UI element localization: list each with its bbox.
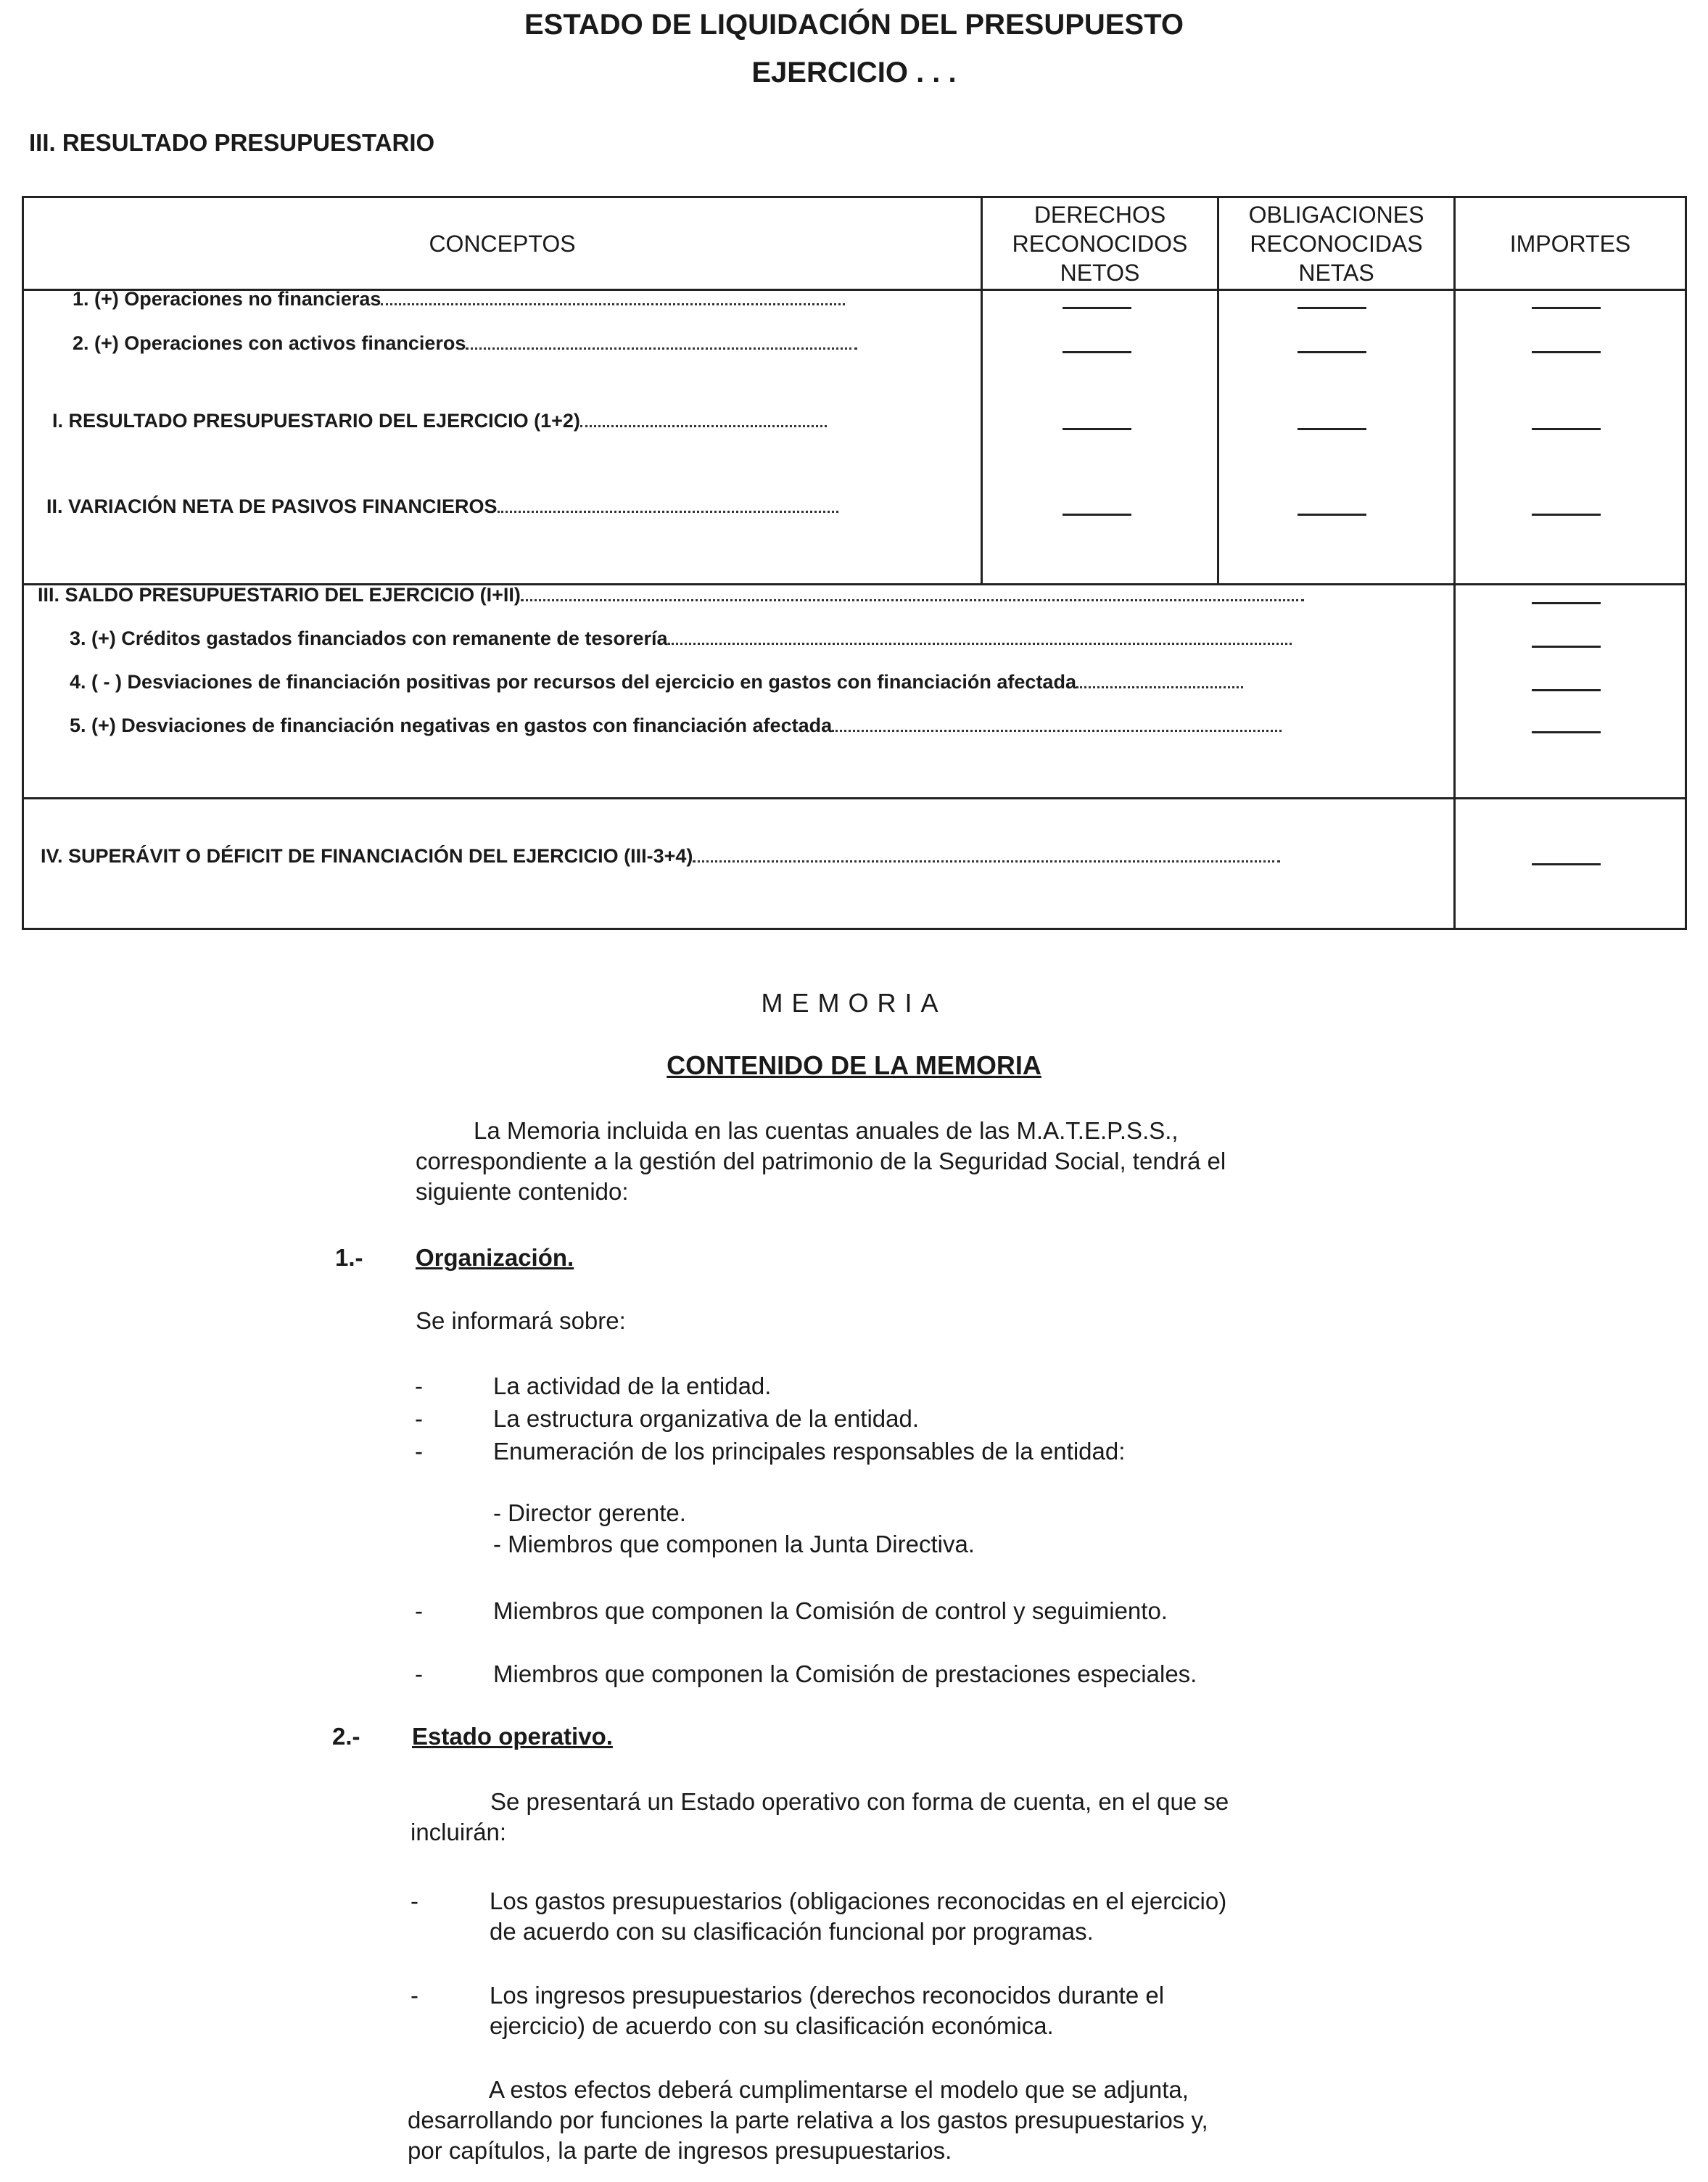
list-item: La estructura organizativa de la entidad. [493, 1405, 920, 1432]
table-row: IV. SUPERÁVIT O DÉFICIT DE FINANCIACIÓN DEL EJERCICIO (III-3+4) [41, 845, 1372, 868]
importes-value-placeholder [1532, 351, 1601, 353]
mid-importes-cell [1455, 585, 1686, 799]
list-item: Los ingresos presupuestarios (derechos reconocidos durante el ejercicio) de acuerdo con su clasificación económica. [490, 1982, 1165, 2039]
section-2-number: 2.- [332, 1723, 360, 1750]
obligaciones-value-placeholder [1297, 307, 1366, 309]
importes-value-placeholder [1532, 689, 1601, 691]
derechos-value-placeholder [1063, 307, 1131, 309]
page-title: ESTADO DE LIQUIDACIÓN DEL PRESUPUESTO [524, 9, 1184, 41]
col-header-conceptos: CONCEPTOS [23, 197, 982, 290]
list-item: - [415, 1405, 423, 1432]
memoria-heading: CONTENIDO DE LA MEMORIA [667, 1050, 1041, 1080]
table-row: II. VARIACIÓN NETA DE PASIVOS FINANCIEROS [46, 495, 909, 518]
table-row: I. RESULTADO PRESUPUESTARIO DEL EJERCICIO (1+2) [52, 410, 908, 432]
page-subtitle: EJERCICIO . . . [751, 57, 957, 88]
list-item: - [415, 1660, 423, 1687]
memoria-title: MEMORIA [761, 988, 947, 1018]
list-item: Enumeración de los principales responsables de la entidad: [493, 1438, 1126, 1465]
derechos-value-placeholder [1063, 514, 1131, 516]
importes-value-placeholder [1532, 428, 1601, 430]
obligaciones-value-placeholder [1297, 351, 1366, 353]
top-obligaciones-cell [1218, 290, 1455, 585]
table-row: 2. (+) Operaciones con activos financieros [73, 332, 907, 355]
top-derechos-cell [982, 290, 1218, 585]
derechos-value-placeholder [1063, 428, 1131, 430]
sub-list-item: - Director gerente. [493, 1499, 686, 1526]
closing-paragraph: A estos efectos deberá cumplimentarse el modelo que se adjunta, desarrollando por funciones la parte relativa a los gastos presupuestarios y, por capítulos, la parte de ingresos presupuestarios. [408, 2076, 1208, 2164]
col-header-derechos: DERECHOS RECONOCIDOS NETOS [982, 197, 1218, 290]
section-2-title: Estado operativo. [412, 1723, 613, 1750]
top-importes-cell [1455, 290, 1686, 585]
section-2-lead: Se presentará un Estado operativo con forma de cuenta, en el que se incluirán: [411, 1788, 1229, 1845]
importes-value-placeholder [1532, 602, 1601, 604]
col-header-obligaciones: OBLIGACIONES RECONOCIDAS NETAS [1218, 197, 1455, 290]
obligaciones-value-placeholder [1297, 514, 1366, 516]
list-item: - [415, 1438, 423, 1465]
importes-value-placeholder [1532, 514, 1601, 516]
section-heading: III. RESULTADO PRESUPUESTARIO [29, 129, 435, 156]
table-row: III. SALDO PRESUPUESTARIO DEL EJERCICIO (I+II) [38, 584, 1372, 606]
list-item: Los gastos presupuestarios (obligaciones reconocidas en el ejercicio) de acuerdo con su clasificación funcional por programas. [490, 1887, 1227, 1945]
sub-list-item: - Miembros que componen la Junta Directiva. [493, 1531, 975, 1557]
table-row: 4. ( - ) Desviaciones de financiación positivas por recursos del ejercicio en gastos con financiación afectada [70, 671, 1372, 693]
importes-value-placeholder [1532, 863, 1601, 865]
obligaciones-value-placeholder [1297, 428, 1366, 430]
table-row: 3. (+) Créditos gastados financiados con remanente de tesorería [70, 627, 1372, 650]
importes-value-placeholder [1532, 307, 1601, 309]
list-item: Miembros que componen la Comisión de prestaciones especiales. [493, 1660, 1197, 1687]
list-item: - [411, 1887, 418, 1914]
section-1-number: 1.- [335, 1244, 363, 1271]
derechos-value-placeholder [1063, 351, 1131, 353]
section-1-title: Organización. [416, 1244, 574, 1271]
table-row: 1. (+) Operaciones no financieras [73, 288, 907, 310]
list-item: - [415, 1372, 423, 1399]
list-item: La actividad de la entidad. [493, 1372, 772, 1399]
importes-value-placeholder [1532, 731, 1601, 733]
col-header-importes: IMPORTES [1455, 197, 1686, 290]
list-item: - [415, 1597, 423, 1624]
section-1-lead: Se informará sobre: [416, 1307, 626, 1334]
list-item: Miembros que componen la Comisión de control y seguimiento. [493, 1597, 1168, 1624]
list-item: - [411, 1982, 418, 2009]
table-row: 5. (+) Desviaciones de financiación negativas en gastos con financiación afectada [70, 715, 1372, 737]
importes-value-placeholder [1532, 646, 1601, 648]
intro-paragraph: La Memoria incluida en las cuentas anuales de las M.A.T.E.P.S.S., correspondiente a la gestión del patrimonio de la Seguridad Social, tendrá el siguiente contenido: [416, 1117, 1226, 1205]
